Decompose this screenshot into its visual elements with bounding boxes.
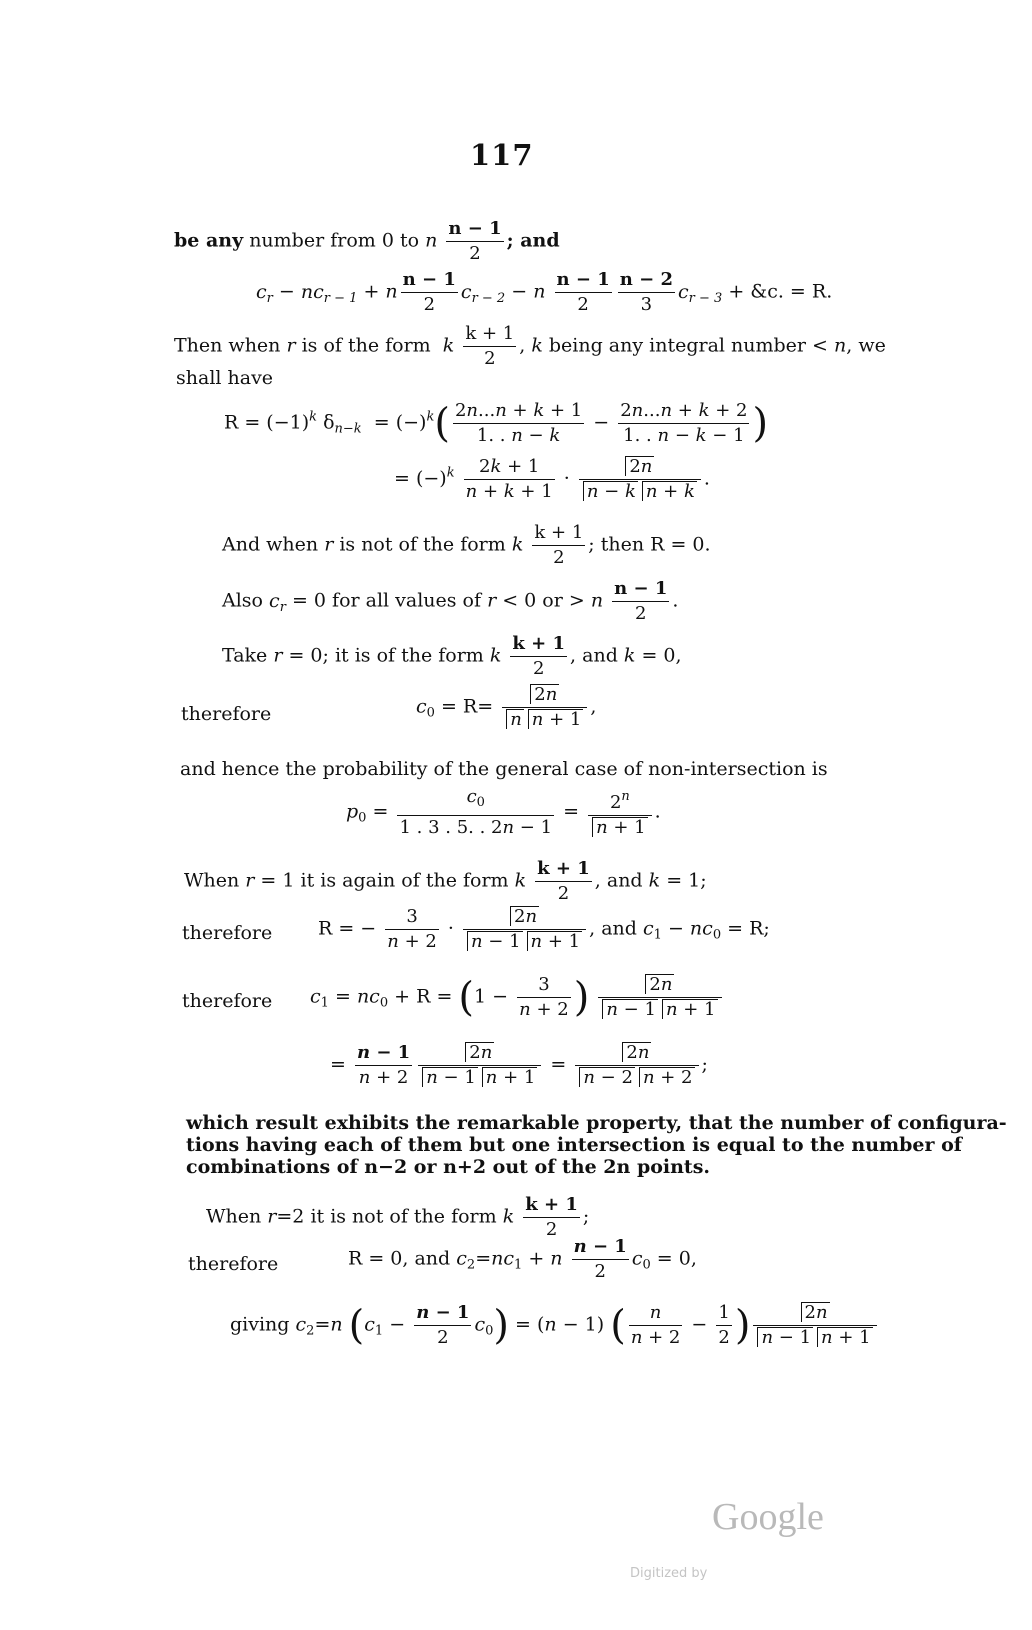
- equation-c1: $c_1 = nc_0 + R = (1$ − $\frac{3}{n + 2}$ ) $\frac{2n}{n - 1 n + 1}$: [310, 974, 725, 1021]
- equation-recurrence: $c_r - nc_{r - 1} + n$ $\frac{n - 1}{2}$ $c_{r - 2} - n$ $\frac{n - 1}{2}$ $\frac{n - 2}{3}$ $c_{r - 3}$ + &c. = R.: [256, 269, 833, 315]
- google-logo: [712, 1495, 830, 1539]
- label-therefore-2: therefore: [182, 922, 273, 944]
- paragraph-line-2: tions having each of them but one intersection is equal to the number of: [186, 1134, 962, 1156]
- equation-c1-simplified: = $\frac{n - 1}{n + 2}$ $\frac{2n}{n - 1 n + 1}$ = $\frac{2n}{n - 2 n + 2}$ ;: [330, 1042, 708, 1088]
- page-number: 117: [470, 138, 534, 172]
- equation-r-for-r1: R = − $\frac{3}{n + 2}$ · $\frac{2n}{n - 1 n + 1}$ , and $c_1 - nc_0 = R$;: [318, 906, 770, 952]
- label-therefore-3: therefore: [182, 990, 273, 1012]
- equation-c2-giving: giving $c_2=n$ ($c_1$ − $\frac{n - 1}{2}$ $c_0) = (n - 1)$ ( $\frac{n}{n + 2}$ − $\frac{1}{2}$ ) $\frac{2n}{n - 1 n + 1}$: [230, 1302, 880, 1349]
- label-therefore-4: therefore: [188, 1253, 279, 1275]
- google-logo-text: Google: [712, 1496, 824, 1538]
- label-therefore-1: therefore: [181, 703, 272, 725]
- equation-c2-zero: R = 0, and $c_2=nc_1 + n$ $\frac{n - 1}{2}$ $c_0 = 0$,: [348, 1236, 697, 1282]
- equation-r-value: $R = (-1)^k$ $\delta_{n-k} = (-)^k$( $\frac{2n...n + k + 1}{1. . n - k}$ − $\frac{2n...n + k + 2}{1. . n - k - 1}$ ): [224, 400, 769, 447]
- line-take-r0: Take r = 0; it is of the form k $\frac{k + 1}{2}$ , and k = 0,: [222, 633, 682, 679]
- paragraph-line-1: which result exhibits the remarkable property, that the number of configura-: [186, 1112, 1007, 1134]
- watermark-label: Digitized by: [630, 1566, 708, 1581]
- line-when-r1: When r = 1 it is again of the form k $\frac{k + 1}{2}$ , and k = 1;: [184, 858, 707, 904]
- line-also-cr: Also $c_r = 0$ for all values of r < 0 or > n $\frac{n - 1}{2}$ .: [222, 578, 679, 624]
- line-range-of-r: be any number from 0 to n $\frac{n - 1}{2}$ ; and: [174, 218, 560, 264]
- equation-p0: $p_0$ = $\frac{c_0}{1 . 3 . 5. . 2n - 1}$ = $\frac{2^n}{n + 1}$ .: [346, 786, 661, 838]
- equation-c0: $c_0 = R=$ $\frac{2n}{\text{n n + 1}}$ ,: [416, 684, 597, 730]
- line-form-condition: Then when r is of the form k $\frac{k + 1}{2}$ , k being any integral number < n, we: [174, 323, 886, 369]
- line-not-of-form: And when r is not of the form k $\frac{k + 1}{2}$ ; then R = 0.: [222, 522, 711, 568]
- line-when-r2: When r=2 it is not of the form k $\frac{k + 1}{2}$ ;: [206, 1194, 590, 1240]
- paragraph-line-3: combinations of n−2 or n+2 out of the 2n points.: [186, 1156, 711, 1178]
- line-probability: and hence the probability of the general case of non-intersection is: [180, 758, 828, 780]
- equation-r-simplified: = $(-)^k$ $\frac{2k + 1}{n + k + 1}$ · $\frac{2n}{\text{n − k n + k}}$ .: [394, 456, 710, 502]
- line-shall-have: shall have: [176, 367, 274, 389]
